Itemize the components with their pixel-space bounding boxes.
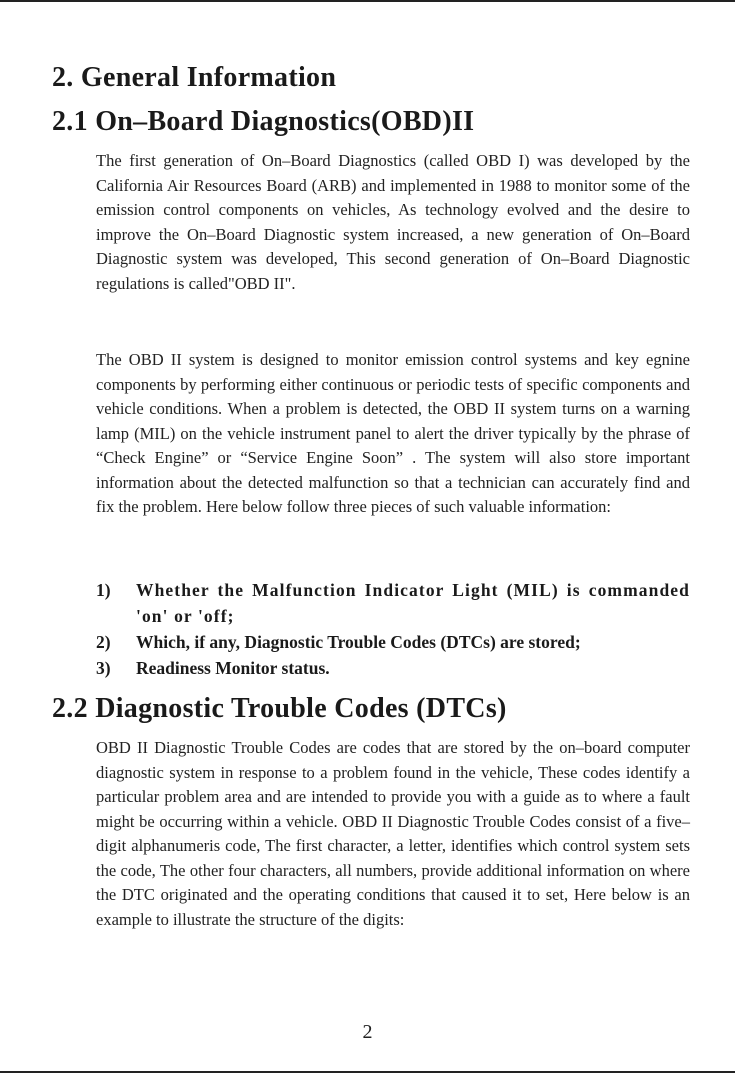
chapter-heading: 2. General Information [52,62,337,93]
list-item-text: Readiness Monitor status. [136,658,330,678]
paragraph-obd-system: The OBD II system is designed to monitor emission control systems and key egnine components by performing either continuous or periodic tests of specific components and vehicle conditions. When a problem is detected, the OBD II system turns on a warning lamp (MIL) on the vehicle instrument panel to alert the driver typically by the phrase of “Check Engine” or “Service Engine Soon” . The system will also store important information about the detected malfunction so that a technician can accurately find and fix the problem. Here below follow three pieces of such valuable information: [96,350,690,516]
bottom-border [0,1071,735,1073]
top-border [0,0,735,2]
list-item-number: 2) [96,632,111,652]
section-title-dtc: 2.2 Diagnostic Trouble Codes (DTCs) [52,693,507,724]
list-item [96,655,690,681]
page-number: 2 [362,1021,373,1043]
list-item [96,577,690,629]
list-item [96,629,690,655]
section-title-obd: 2.1 On–Board Diagnostics(OBD)II [52,106,475,137]
list-item-text: Which, if any, Diagnostic Trouble Codes (DTCs) are stored; [136,632,581,652]
paragraph-dtc: OBD II Diagnostic Trouble Codes are codes that are stored by the on–board computer diagnostic system in response to a problem found in the vehicle, These codes identify a particular problem area and are intended to provide you with a guide as to where a fault might be occurring within a vehicle. OBD II Diagnostic Trouble Codes consist of a five–digit alphanumeris code, The first character, a letter, identifies which control system sets the code, The other four characters, all numbers, provide additional information on where the DTC originated and the operating conditions that caused it to set, Here below is an example to illustrate the structure of the digits: [96,738,690,929]
information-list [96,577,690,681]
list-item-text: Whether the Malfunction Indicator Light (MIL) is commanded 'on' or 'off; [136,580,690,626]
list-item-number: 1) [96,580,111,600]
list-item-number: 3) [96,658,111,678]
paragraph-obd-history: The first generation of On–Board Diagnostics (called OBD I) was developed by the California Air Resources Board (ARB) and implemented in 1988 to monitor some of the emission control components on vehicles, As technology evolved and the desire to improve the On–Board Diagnostic system increased, a new generation of On–Board Diagnostic system was developed, This second generation of On–Board Diagnostic regulations is called"OBD II". [96,151,690,293]
